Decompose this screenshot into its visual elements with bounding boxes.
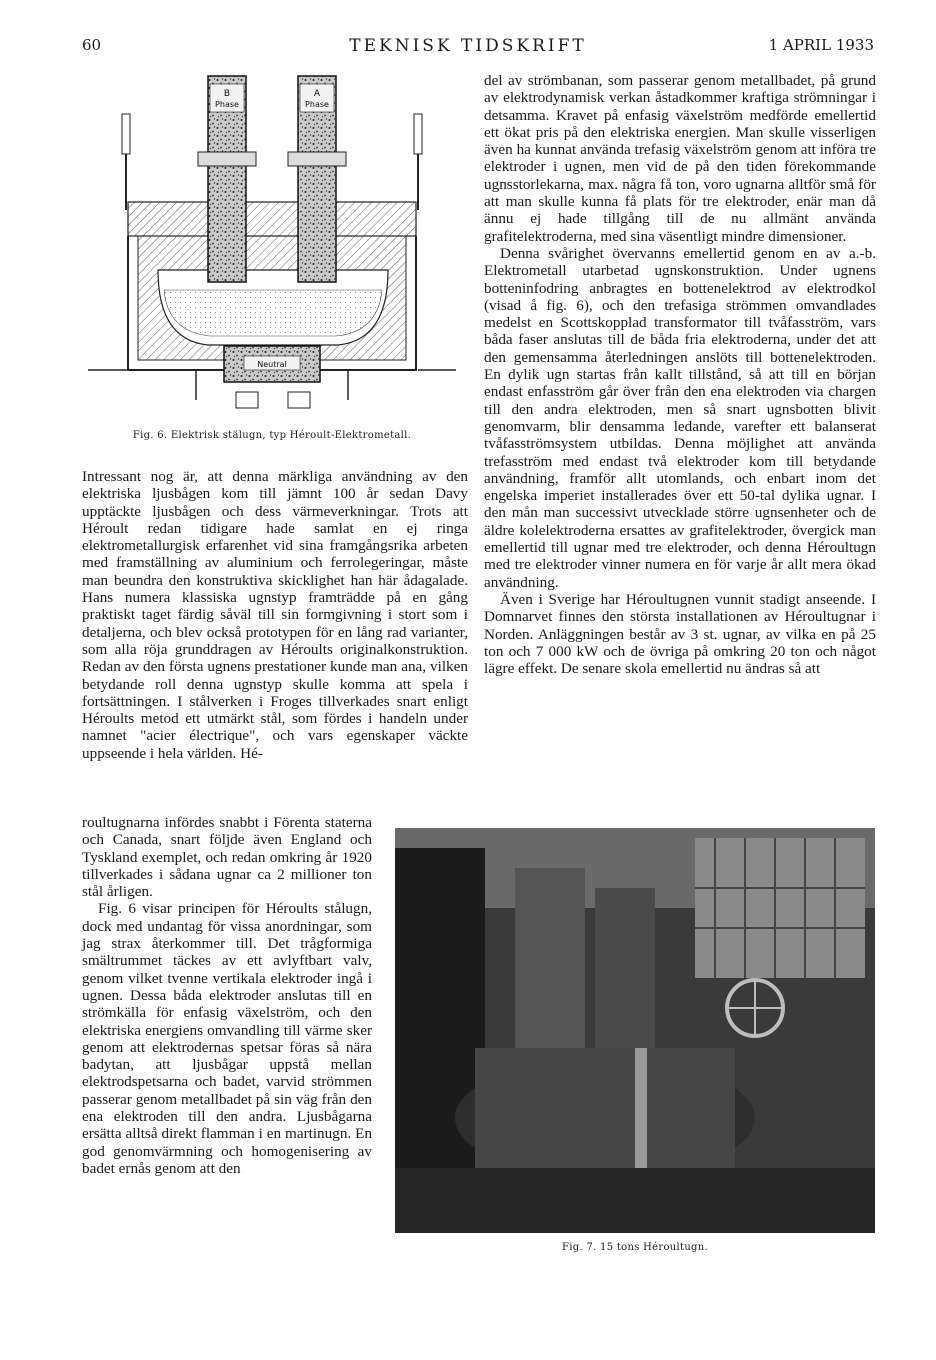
right-arm — [414, 114, 422, 154]
page-number: 60 — [82, 36, 102, 54]
issue-date: 1 APRIL 1933 — [768, 36, 874, 54]
left-arm — [122, 114, 130, 154]
figure-6-furnace-diagram — [88, 70, 456, 422]
metal-bath — [164, 290, 382, 336]
terminal-right — [288, 392, 310, 408]
article-left-column-top — [82, 468, 468, 762]
terminal-left — [236, 392, 258, 408]
phase-b-letter: B — [223, 89, 231, 99]
clamp-b — [198, 152, 256, 166]
paragraph: Denna svårighet övervanns emellertid genom en av a.-b. Elektrometall utarbetad ugnskonstruktion. Under ugnens botteninfodring anbragtes en bottenelektrod av elektrodkol (visad å fig. 6), och den trefasiga strömmen omvandlades medelst en Scottskopplad transformator till tvåfasström, vars båda faser anslutas till de båda fria elektroderna, under det att den gemensamma återledningen anslöts till bottenelektroden. En dylik ugn startas från kallt tillstånd, så att till en början endast enfasström går över från den ena elektroden via chargen till den andra elektroden, men så snart ugnsbotten blivit genomvarm, blir densamma ledande, varefter ett balanserat tvåfasströmsystem utbildas. Denna möjlighet att använda trefasström med endast två elektroder kom till betydande användning, framför allt utomlands, och enbart inom det engelska imperiet installerades över ett 50-tal dylika ugnar. I den mån man successivt utvecklade större ugnsenheter och de äldre kolelektroderna ersattes av grafitelektroder, övergick man emellertid till ugnar med tre elektroder, och denna Héroultugn med tre elektroder vinner numera en för varje år allt mera ökad användning. — [484, 244, 876, 591]
figure-6-caption: Fig. 6. Elektrisk stälugn, typ Héroult-Elektrometall. — [132, 430, 412, 441]
journal-title: TEKNISK TIDSKRIFT — [349, 36, 587, 56]
figure-7-caption: Fig. 7. 15 tons Héroultugn. — [562, 1242, 708, 1253]
clamp-a — [288, 152, 346, 166]
paragraph: Även i Sverige har Héroultugnen vunnit stadigt anseende. I Domnarvet finnes den största installationen av Héroultugnar i Norden. Anläggningen består av 3 st. ugnar, av vilka en på 25 ton och 7 000 kW och de övriga på omkring 20 ton och något lägre effekt. De senare skola emellertid nu ändras så att — [484, 590, 876, 678]
article-left-column-narrow — [82, 814, 372, 1177]
phase-a-letter: A — [313, 89, 321, 99]
neutral-label: Neutral — [257, 360, 287, 369]
figure-7-furnace-photo — [395, 828, 875, 1233]
phase-b-label: Phase — [215, 100, 239, 109]
paragraph: roultugnarna infördes snabbt i Förenta staterna och Canada, snart följde även England och Tyskland exemplet, och redan omkring år 1920 tillverkades i sådana ugnar ca 2 millioner ton stål årligen. — [82, 814, 372, 901]
article-right-column — [484, 72, 876, 677]
paragraph: Fig. 6 visar principen för Héroults stålugn, dock med undantag för vissa anordningar, som jag strax återkommer till. Det trågformiga smältrummet täckes av ett avlyftbart valv, genom vilket tvenne vertikala elektroder ingå i ugnen. Dessa båda elektroder anslutas till en strömkälla för enfasig växelström, och den elektriska energiens omvandling till värme sker genom att elektrodernas spetsar föras så nära badytan, att ljusbågar uppstå mellan elektrodspetsarna och badet, varvid strömmen passerar genom metallbadet på sin väg från den ena elektroden till den andra. Ljusbågarna ersätta alltså direkt flamman i en martinugn. En god genomvärmning och homogenisering av badet ernås genom att den — [82, 900, 372, 1177]
paragraph: del av strömbanan, som passerar genom metallbadet, på grund av elektrodynamisk verkan åstadkommer kraftiga strömningar i detsamma. Kravet på enfasig växelström medförde emellertid ett ökat pris på den elektriska energien. Man skulle visserligen även ha kunnat använda trefasig växelström genom att införa tre elektroder i ugnen, men vid de på den tiden förekommande ugnsstorlekarna, max. några få ton, voro ugnarna alltför små för att man skulle kunna få plats för tre elektroder, enär man då ännu ej hade tillgång till de nu allmänt använda grafitelektroderna, med sina väsentligt mindre dimensioner. — [484, 72, 876, 245]
phase-a-label: Phase — [305, 100, 329, 109]
paragraph: Intressant nog är, att denna märkliga användning av den elektriska ljusbågen kom till jämnt 100 år sedan Davy upptäckte ljusbågen och dess värmeverkningar. Trots att Héroult redan tidigare hade samlat en ej ringa elektrometallurgisk erfarenhet vid sina framgångsrika arbeten med framställning av aluminium och ferrolegeringar, måste man beundra den konstruktiva skicklighet han här ådagalade. Hans numera klassiska ugnstyp framträdde på en gång praktiskt taget färdig såväl till sin formgivning i stort som i detaljerna, och blev också prototypen för en lång rad varianter, som alla röja grunddragen av Héroults originalkonstruktion. Redan av den första ugnens prestationer kunde man ana, vilken betydande roll denna ugnstyp skulle komma att spela i fortsättningen. I stålverken i Froges tillverkades snart enligt Héroults metod ett utmärkt stål, som fördes i handeln under namnet "acier électrique", och vars egenskaper väckte uppseende i hela världen. Hé- — [82, 468, 468, 762]
page-header — [0, 36, 936, 60]
furnace-roof — [128, 202, 416, 236]
